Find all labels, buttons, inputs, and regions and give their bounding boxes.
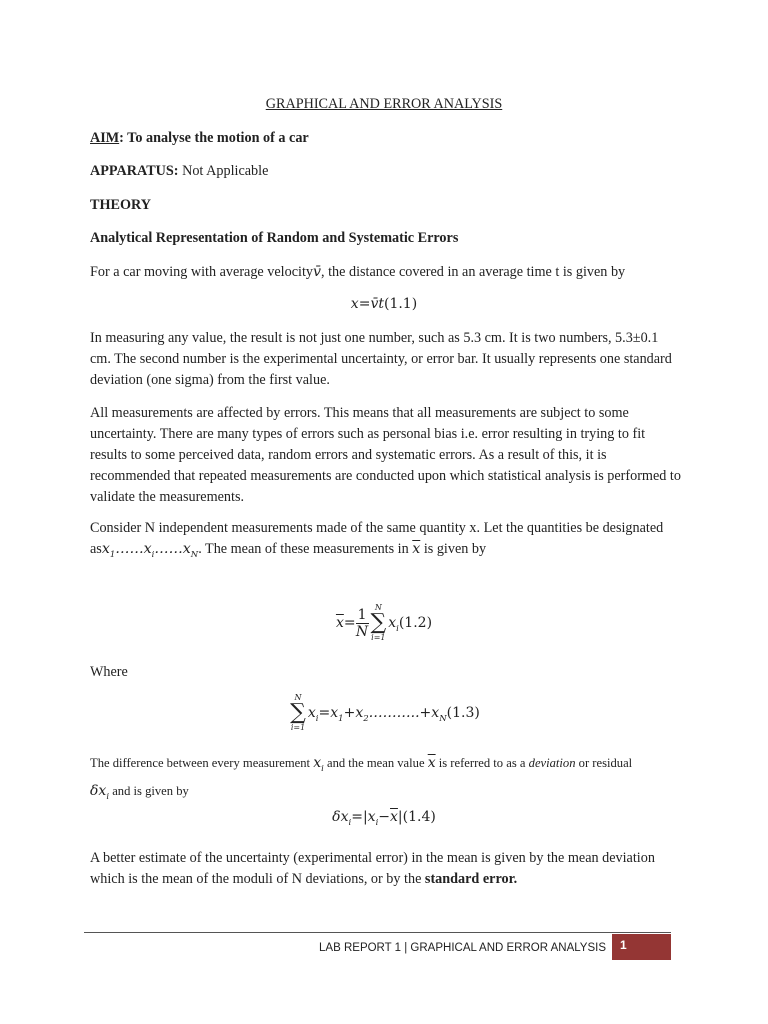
x-sequence: $x_1\dots\dots x_i\dots\dots x_N$ (101, 541, 199, 560)
paragraph-deviation: The difference between every measurement $x_i$ and the mean value $\overline{x}$ is referred to as a deviation or residual $\delta x_i$ and is given by (90, 755, 633, 802)
apparatus-text: Not Applicable (178, 163, 269, 179)
aim-line (90, 128, 309, 149)
aim-text: : To analyse the motion of a car (119, 130, 309, 146)
equation-1-1: x=v̄t(1.1) (350, 296, 418, 312)
page-number: 1 (620, 938, 627, 952)
equation-1-4: $\delta x_i=|x_i-\overline{x}|(1.4)$ (332, 809, 436, 828)
theory-heading: THEORY (90, 197, 151, 213)
x-bar-symbol: $\overline{x}$ (412, 541, 421, 557)
where-label: Where (90, 664, 128, 680)
paragraph-standard-error: A better estimate of the uncertainty (experimental error) in the mean is given by the mean deviation which is the mean of the moduli of N deviations, or by the standard error. (90, 850, 655, 887)
aim-label: AIM (90, 130, 120, 146)
footer-running-title: LAB REPORT 1 | GRAPHICAL AND ERROR ANALYSIS (319, 942, 606, 954)
document-title: GRAPHICAL AND ERROR ANALYSIS (265, 96, 503, 112)
apparatus-line (90, 161, 268, 182)
section-subheading: Analytical Representation of Random and Systematic Errors (90, 230, 459, 246)
paragraph-uncertainty: In measuring any value, the result is not just one number, such as 5.3 cm. It is two numbers, 5.3±0.1 cm. The second number is the experimental uncertainty, or error bar. It usually represents one standard deviation (one sigma) from the first value. (90, 330, 672, 388)
equation-1-2: $\overline{x}=$ $\frac{1}{N}$ N ∑ i=1 $x_i(1.2)$ (335, 603, 433, 642)
page-number-box (612, 934, 671, 960)
apparatus-label: APPARATUS: (90, 163, 179, 179)
v-bar-symbol: v̄ (312, 264, 321, 280)
footer-rule (84, 932, 671, 933)
equation-1-3: N ∑ i=1 $x_i=x_1+x_2\dots\dots\dots..+x_N(1.3)$ (290, 693, 480, 732)
paragraph-velocity: For a car moving with average velocityv̄, the distance covered in an average time t is given by (90, 264, 626, 280)
paragraph-errors: All measurements are affected by errors. This means that all measurements are subject to some uncertainty. There are many types of errors such as personal bias i.e. error resulting in trying to fit results to some perceived data, random errors and systematic errors. As a result of this, it is recommended that repeated measurements are conducted upon which statistical analysis is performed to validate the measurements. (90, 405, 681, 505)
paragraph-measurements: Consider N independent measurements made of the same quantity x. Let the quantities be designated $asx_1\dots\dots x_i\dots\dots x_N$. The mean of these measurements in $\overline{x}$ is given by (90, 520, 664, 560)
